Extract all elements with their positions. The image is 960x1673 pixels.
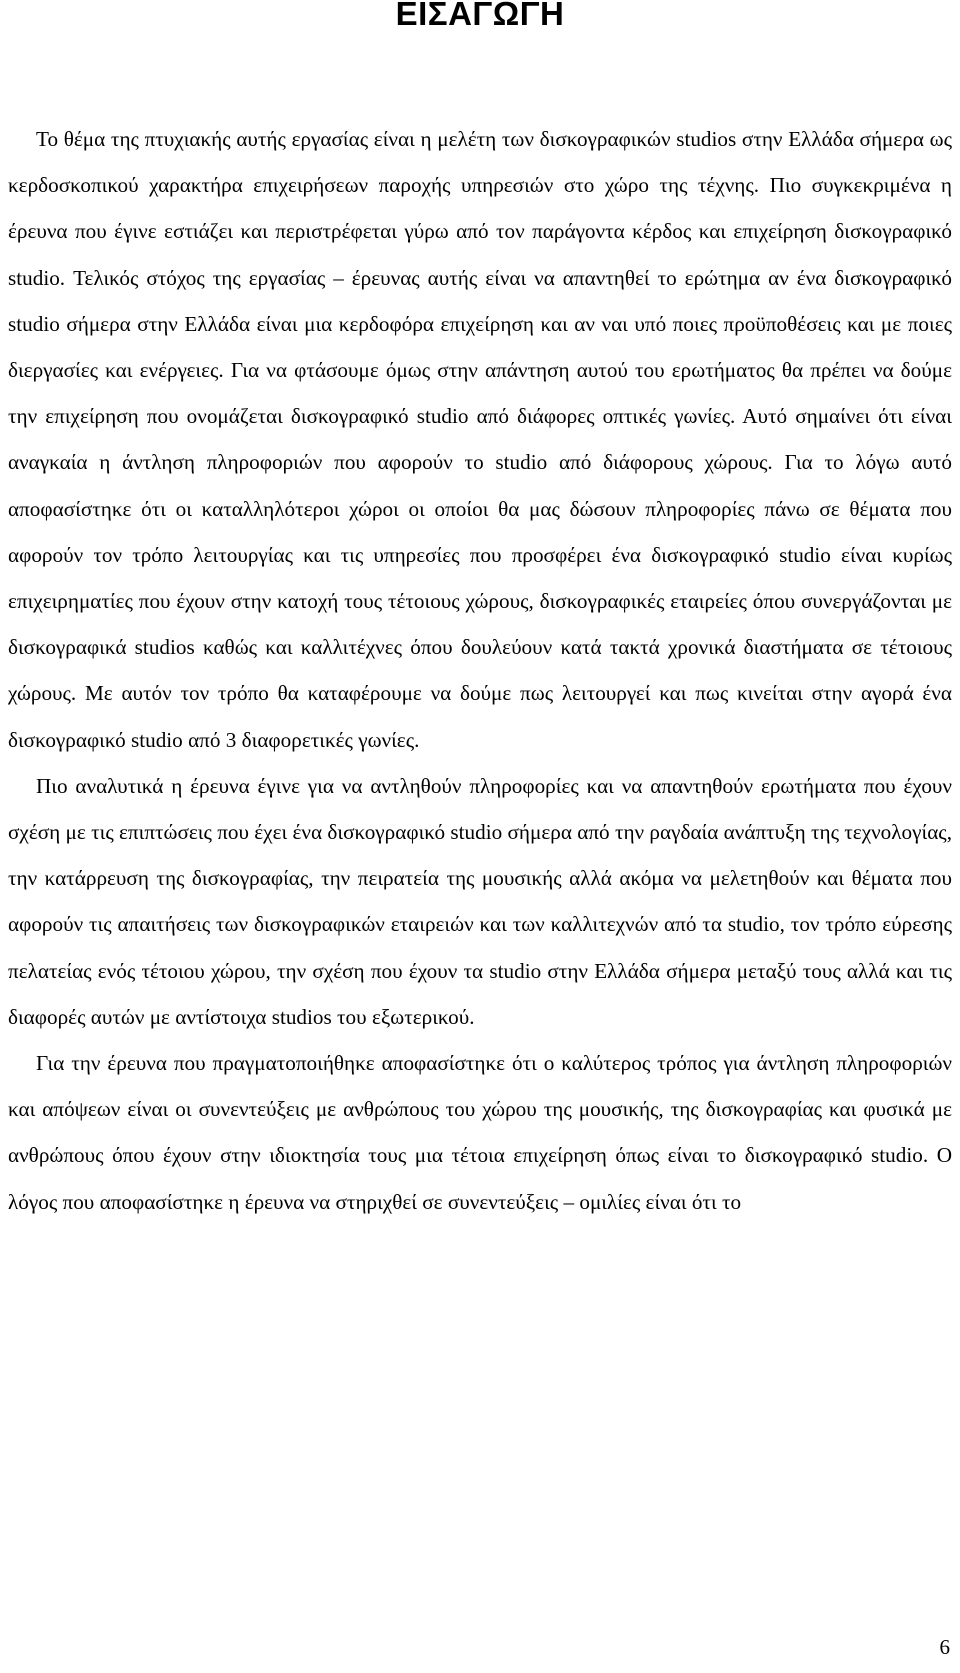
body-text	[8, 116, 952, 1225]
paragraph-2: Πιο αναλυτικά η έρευνα έγινε για να αντληθούν πληροφορίες και να απαντηθούν ερωτήματα που έχουν σχέση με τις επιπτώσεις που έχει ένα δισκογραφικό studio σήμερα από την ραγδαία ανάπτυξη της τεχνολογίας, την κατάρρευση της δισκογραφίας, την πειρατεία της μουσικής αλλά ακόμα να μελετηθούν και θέματα που αφορούν τις απαιτήσεις των δισκογραφικών εταιρειών και των καλλιτεχνών από τα studio, τον τρόπο εύρεσης πελατείας ενός τέτοιου χώρου, την σχέση που έχουν τα studio στην Ελλάδα σήμερα μεταξύ τους αλλά και τις διαφορές αυτών με αντίστοιχα studios του εξωτερικού.	[8, 773, 952, 1029]
page-number: 6	[939, 1635, 950, 1659]
paragraph-1: Το θέμα της πτυχιακής αυτής εργασίας είναι η μελέτη των δισκογραφικών studios στην Ελλάδα σήμερα ως κερδοσκοπικού χαρακτήρα επιχειρήσεων παροχής υπηρεσιών στο χώρο της τέχνης. Πιο συγκεκριμένα η έρευνα που έγινε εστιάζει και περιστρέφεται γύρω από τον παράγοντα κέρδος και επιχείρηση δισκογραφικό studio. Τελικός στόχος της εργασίας – έρευνας αυτής είναι να απαντηθεί το ερώτημα αν ένα δισκογραφικό studio σήμερα στην Ελλάδα είναι μια κερδοφόρα επιχείρηση και αν ναι υπό ποιες προϋποθέσεις και με ποιες διεργασίες και ενέργειες. Για να φτάσουμε όμως στην απάντηση αυτού του ερωτήματος θα πρέπει να δούμε την επιχείρηση που ονομάζεται δισκογραφικό studio από διάφορες οπτικές γωνίες. Αυτό σημαίνει ότι είναι αναγκαία η άντληση πληροφοριών που αφορούν το studio από διάφορους χώρους. Για το λόγω αυτό αποφασίστηκε ότι οι καταλληλότεροι χώροι οι οποίοι θα μας δώσουν πληροφορίες πάνω σε θέματα που αφορούν τον τρόπο λειτουργίας και τις υπηρεσίες που προσφέρει ένα δισκογραφικό studio είναι κυρίως επιχειρηματίες που έχουν στην κατοχή τους τέτοιους χώρους, δισκογραφικές εταιρείες όπου συνεργάζονται με δισκογραφικά studios καθώς και καλλιτέχνες όπου δουλεύουν κατά τακτά χρονικά διαστήματα σε τέτοιους χώρους. Με αυτόν τον τρόπο θα καταφέρουμε να δούμε πως λειτουργεί και πως κινείται στην αγορά ένα δισκογραφικό studio από 3 διαφορετικές γωνίες.	[8, 127, 952, 752]
paragraph-3: Για την έρευνα που πραγματοποιήθηκε αποφασίστηκε ότι ο καλύτερος τρόπος για άντληση πληροφοριών και απόψεων είναι οι συνεντεύξεις με ανθρώπους του χώρου της μουσικής, της δισκογραφίας και φυσικά με ανθρώπους όπου έχουν στην ιδιοκτησία τους μια τέτοια επιχείρηση όπως είναι το δισκογραφικό studio. Ο λόγος που αποφασίστηκε η έρευνα να στηριχθεί σε συνεντεύξεις – ομιλίες είναι ότι το	[8, 1051, 952, 1214]
page-title: ΕΙΣΑΓΩΓΗ	[395, 0, 565, 32]
